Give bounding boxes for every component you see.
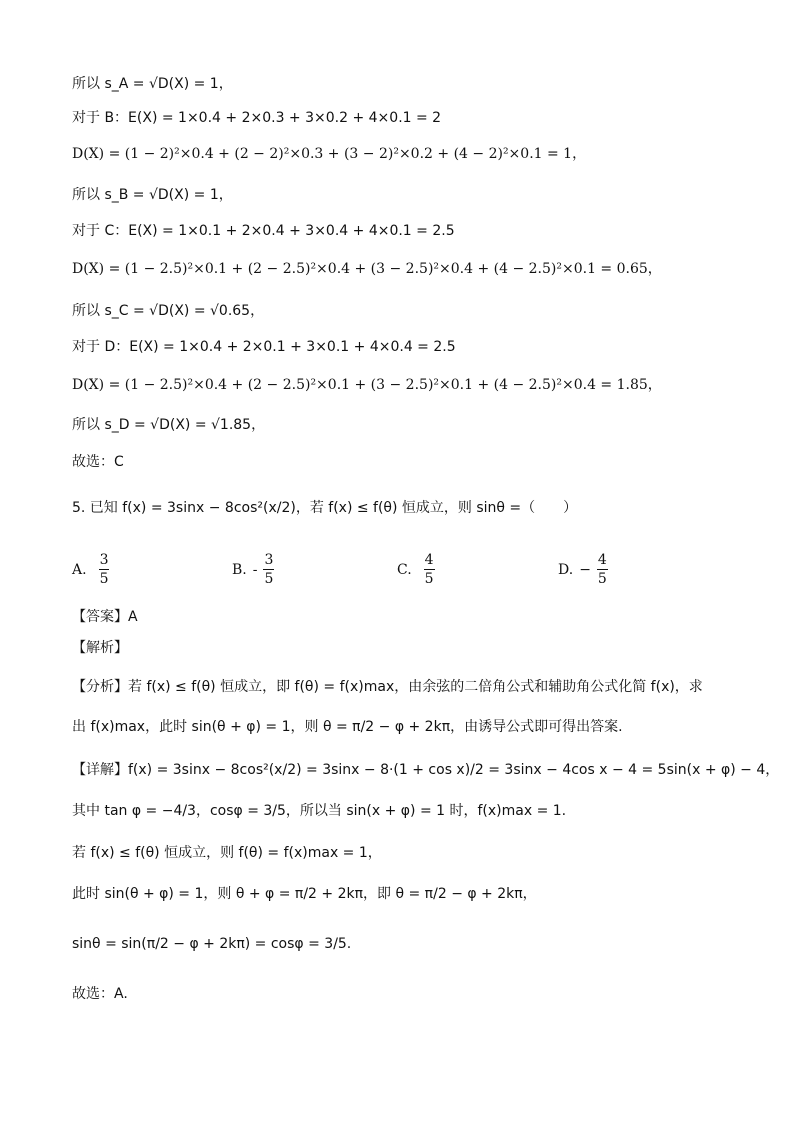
option-letter: A. [72, 561, 87, 578]
text-line: 所以 s_A = √D(X) = 1， [72, 76, 233, 92]
detail-text: 【详解】f(x) = 3sinx − 8cos²(x/2) = 3sinx − 8·(1 + cos x)/2 = 3sinx − 4cos x − 4 = 5sin(x + φ) − 4， [72, 762, 780, 778]
question-5: 5. 已知 f(x) = 3sinx − 8cos²(x/2)，若 f(x) ≤ f(θ) 恒成立，则 sinθ =（ ） [72, 500, 578, 516]
option-fraction [597, 551, 608, 588]
numerator: 3 [264, 552, 274, 568]
analysis-text: 出 f(x)max，此时 sin(θ + φ) = 1，则 θ = π/2 − φ + 2kπ，由诱导公式即可得出答案. [72, 719, 623, 735]
text-line: 所以 s_C = √D(X) = √0.65， [72, 303, 265, 319]
option-sign: - [252, 561, 258, 578]
text-line: 故选：C [72, 454, 124, 470]
text-line: 对于 B：E(X) = 1×0.4 + 2×0.3 + 3×0.2 + 4×0.1 = 2 [72, 110, 442, 126]
answer-options [72, 551, 722, 593]
detail-text: 若 f(x) ≤ f(θ) 恒成立，则 f(θ) = f(x)max = 1， [72, 845, 382, 861]
option-b [232, 551, 274, 588]
option-letter: D. [558, 561, 574, 578]
analysis-label: 【解析】 [72, 640, 128, 656]
option-a [72, 551, 109, 588]
numerator: 4 [424, 552, 434, 568]
option-fraction [424, 551, 435, 588]
option-c [397, 551, 435, 588]
numerator: 4 [597, 552, 607, 568]
option-sign: − [579, 561, 591, 578]
detail-text: 此时 sin(θ + φ) = 1，则 θ + φ = π/2 + 2kπ，即 θ = π/2 − φ + 2kπ， [72, 886, 537, 902]
formula-line: D(X) = (1 − 2.5)²×0.4 + (2 − 2.5)²×0.1 + (3 − 2.5)²×0.1 + (4 − 2.5)²×0.4 = 1.85， [72, 377, 662, 393]
numerator: 3 [99, 552, 109, 568]
analysis-text: 【分析】若 f(x) ≤ f(θ) 恒成立，即 f(θ) = f(x)max，由余弦的二倍角公式和辅助角公式化简 f(x)，求 [72, 679, 703, 695]
denominator: 5 [264, 571, 274, 587]
text-line: 所以 s_D = √D(X) = √1.85， [72, 417, 266, 433]
option-letter: C. [397, 561, 412, 578]
answer-label: 【答案】A [72, 609, 138, 625]
text-line: 对于 C：E(X) = 1×0.1 + 2×0.4 + 3×0.4 + 4×0.1 = 2.5 [72, 223, 455, 239]
detail-text: 其中 tan φ = −4/3，cosφ = 3/5，所以当 sin(x + φ) = 1 时，f(x)max = 1. [72, 803, 567, 819]
final-answer: 故选：A. [72, 986, 128, 1002]
text-line: 对于 D：E(X) = 1×0.4 + 2×0.1 + 3×0.1 + 4×0.4 = 2.5 [72, 339, 456, 355]
formula-line: D(X) = (1 − 2)²×0.4 + (2 − 2)²×0.3 + (3 − 2)²×0.2 + (4 − 2)²×0.1 = 1， [72, 146, 587, 162]
text-line: 所以 s_B = √D(X) = 1， [72, 187, 233, 203]
denominator: 5 [99, 571, 109, 587]
formula-line: D(X) = (1 − 2.5)²×0.1 + (2 − 2.5)²×0.4 + (3 − 2.5)²×0.4 + (4 − 2.5)²×0.1 = 0.65， [72, 261, 662, 277]
option-d [558, 551, 608, 588]
option-fraction [99, 551, 110, 588]
denominator: 5 [424, 571, 434, 587]
option-fraction [263, 551, 274, 588]
option-letter: B. [232, 561, 247, 578]
detail-text: sinθ = sin(π/2 − φ + 2kπ) = cosφ = 3/5. [72, 936, 352, 952]
denominator: 5 [597, 571, 607, 587]
